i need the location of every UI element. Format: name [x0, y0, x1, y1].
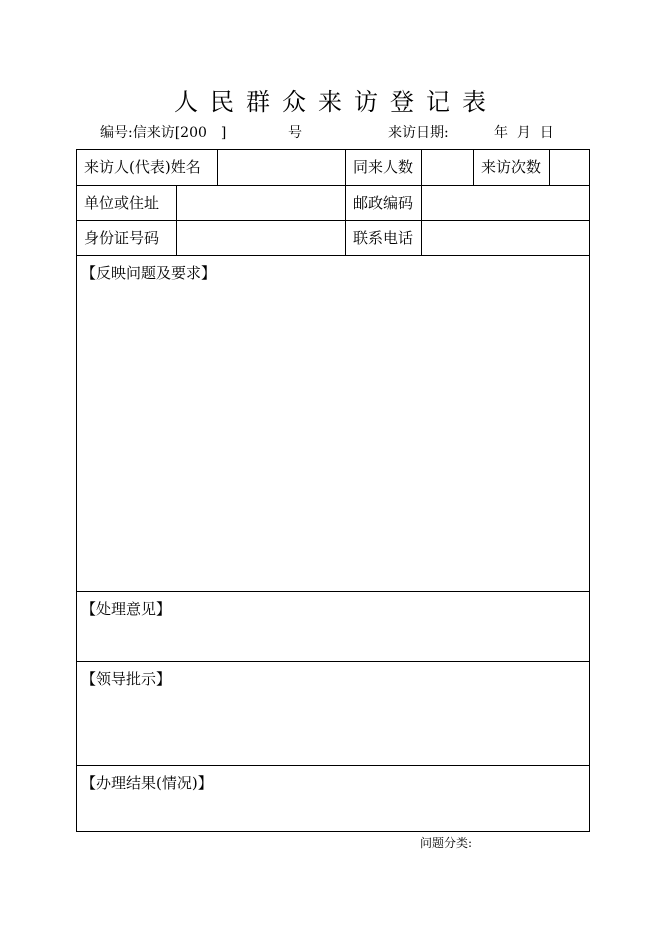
companions-count-field[interactable] [422, 150, 474, 185]
visitor-name-field[interactable] [218, 150, 346, 185]
address-field[interactable] [177, 186, 346, 220]
problem-classification [420, 834, 472, 851]
visitor-name-label: 来访人(代表)姓名 [77, 150, 218, 185]
form-title: 人民群众来访登记表 [174, 88, 498, 116]
visit-count-field[interactable] [550, 150, 589, 185]
companions-count-label: 同来人数 [346, 150, 422, 185]
phone-field[interactable] [422, 221, 589, 255]
record-number-label: 编号:信来访[200 ] [100, 125, 227, 141]
address-label: 单位或住址 [77, 186, 177, 220]
visit-date-label: 来访日期: [388, 125, 449, 141]
postal-code-label: 邮政编码 [346, 186, 422, 220]
visit-date-parts: 年 月 日 [494, 125, 554, 141]
problem-classification-label: 问题分类: [420, 836, 473, 850]
result-label: 【办理结果(情况)】 [81, 774, 213, 792]
id-number-field[interactable] [177, 221, 346, 255]
handling-opinion-label: 【处理意见】 [81, 600, 172, 618]
phone-label: 联系电话 [346, 221, 422, 255]
table-row-visitor [77, 150, 589, 186]
issues-section[interactable] [77, 256, 589, 592]
handling-opinion-section[interactable] [77, 592, 589, 662]
result-section[interactable] [77, 766, 589, 831]
leader-instructions-label: 【领导批示】 [81, 670, 172, 688]
visit-count-label: 来访次数 [474, 150, 550, 185]
issues-label: 【反映问题及要求】 [81, 264, 217, 282]
postal-code-field[interactable] [422, 186, 589, 220]
leader-instructions-section[interactable] [77, 662, 589, 766]
table-row-id [77, 221, 589, 256]
table-row-address [77, 186, 589, 221]
registration-table [76, 149, 590, 832]
id-number-label: 身份证号码 [77, 221, 177, 255]
record-number-suffix: 号 [288, 125, 302, 141]
